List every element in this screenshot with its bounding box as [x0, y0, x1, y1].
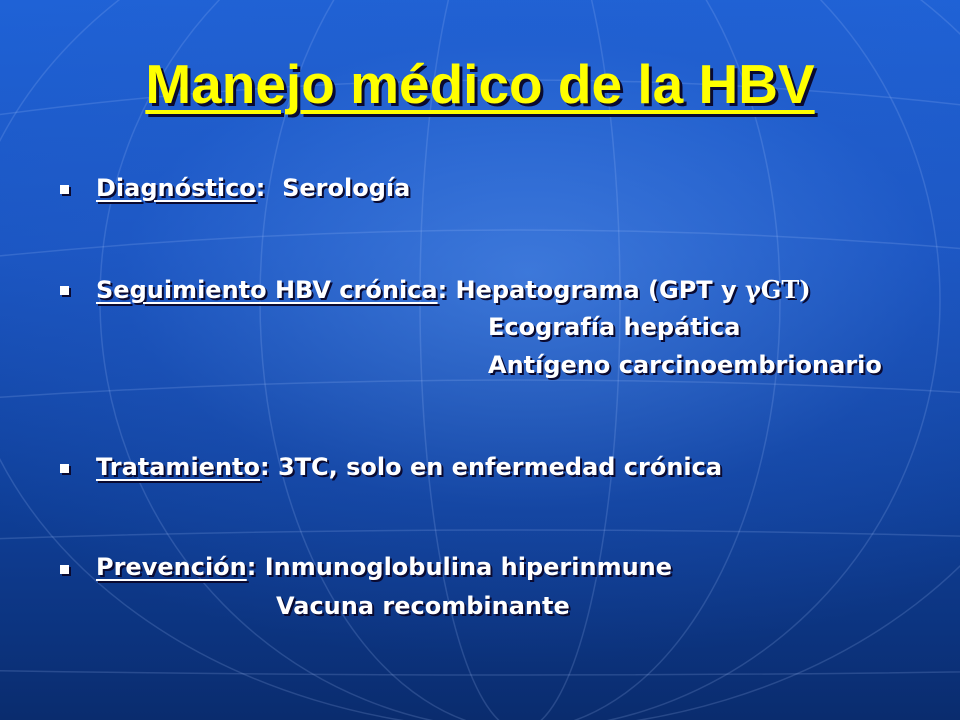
- item-separator: :: [255, 174, 266, 202]
- item-separator: :: [437, 276, 448, 304]
- item-label: Diagnóstico: [96, 174, 256, 202]
- item-label: Tratamiento: [96, 453, 260, 481]
- item-continuation: Vacuna recombinante: [276, 592, 570, 620]
- item-label: Seguimiento HBV crónica: [96, 276, 438, 304]
- bullet-icon: [60, 565, 69, 574]
- item-continuation: Ecografía hepática: [488, 313, 741, 341]
- item-seguimiento: [96, 275, 811, 304]
- item-text: Inmunoglobulina hiperinmune: [256, 553, 673, 581]
- item-text: 3TC, solo en enfermedad crónica: [269, 453, 723, 481]
- item-greek-text: γGT): [745, 275, 811, 304]
- item-label: Prevención: [96, 553, 247, 581]
- bullet-icon: [60, 464, 69, 473]
- item-separator: :: [246, 553, 257, 581]
- item-prevencion: [96, 553, 672, 581]
- item-separator: :: [260, 453, 270, 481]
- item-tratamiento: [96, 453, 722, 481]
- bullet-icon: [60, 286, 69, 295]
- item-text: Serología: [265, 174, 411, 202]
- slide-title: Manejo médico de la HBV: [145, 53, 815, 115]
- item-continuation: Antígeno carcinoembrionario: [488, 351, 882, 379]
- bullet-icon: [60, 185, 69, 194]
- item-text: Hepatograma (GPT y: [447, 276, 746, 304]
- item-diagnostico: [96, 174, 410, 202]
